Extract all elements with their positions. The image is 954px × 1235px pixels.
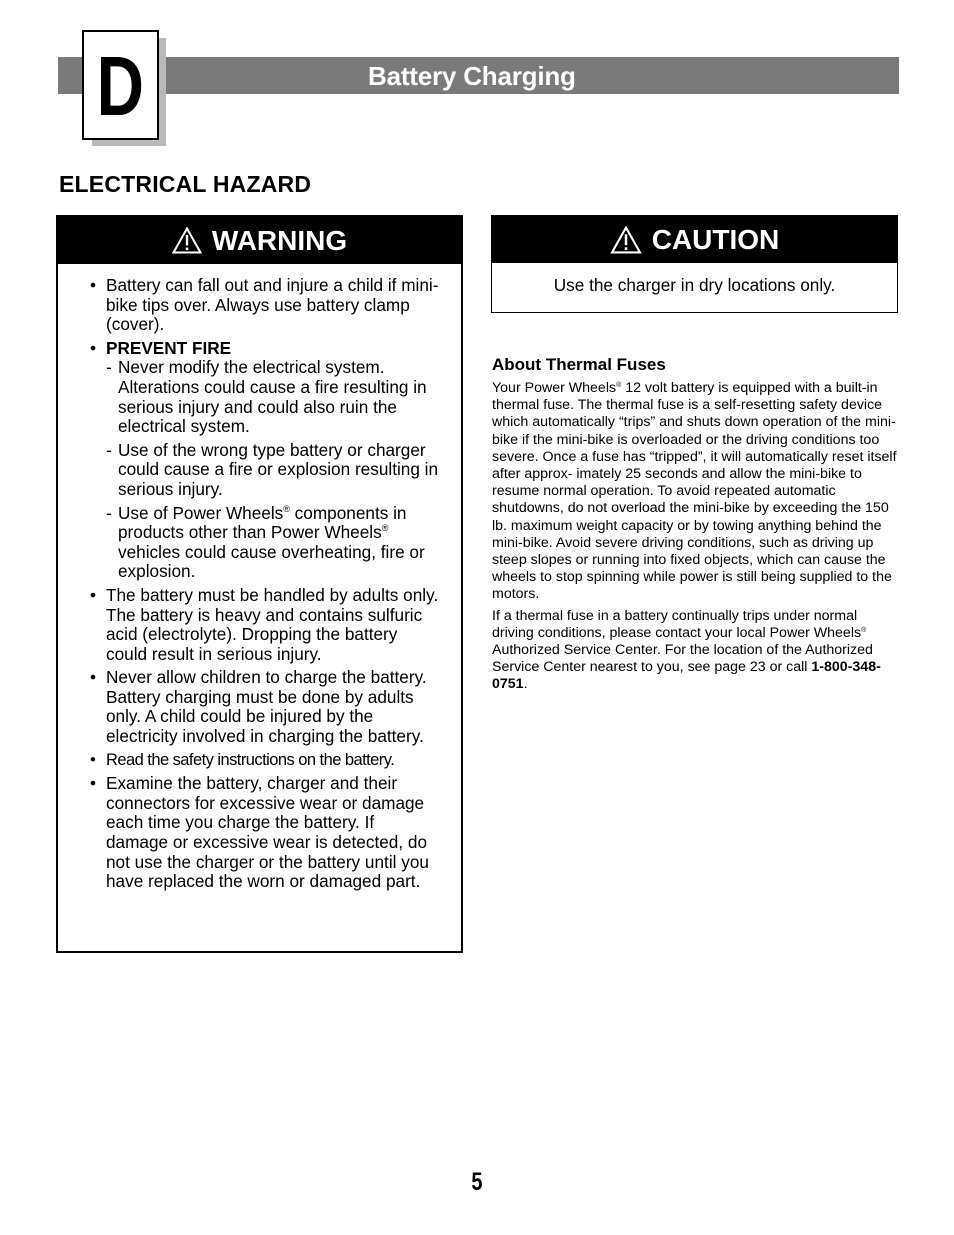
paragraph-text: . [523,676,528,693]
list-item: • Battery can fall out and injure a child if mini-bike tips over. Always use battery clamp (cover). [90,276,439,335]
list-item [90,339,439,582]
caution-header [492,216,897,263]
sub-list-item: - Never modify the electrical system. Alterations could cause a fire resulting in serious injury and could also ruin the electrical system. [106,358,439,436]
paragraph-text: Authorized Service Center. For the location of the Authorized Service Center nearest to you, see page 23 or call [492,642,873,676]
warning-triangle-icon [172,227,202,254]
phone-number: 1-800-348-0751 [492,659,881,693]
list-item: • The battery must be handled by adults only. The battery is heavy and contains sulfuric acid (electrolyte). Dropping the battery could result in serious injury. [90,586,439,664]
prevent-fire-label: PREVENT FIRE [106,337,232,358]
paragraph-text: Your Power Wheels [492,380,617,396]
warning-triangle-icon [610,226,642,254]
prevent-fire-list [106,358,439,582]
list-item: • Never allow children to charge the battery. Battery charging must be done by adults only. A child could be injured by the electricity involved in charging the battery. [90,668,439,746]
list-item: • Read the safety instructions on the battery. [90,751,439,771]
thermal-paragraph [492,380,902,604]
registered-mark: ® [861,626,867,634]
thermal-paragraph [492,608,902,694]
sub-item-text: Use of Power Wheels [118,502,284,523]
registered-mark: ® [381,523,389,534]
caution-title: CAUTION [651,223,780,255]
registered-mark: ® [283,503,290,514]
sub-item-text: components in products other than Power Wheels [118,502,407,543]
paragraph-text: If a thermal fuse in a battery continually trips under normal driving conditions, please contact your local Power Wheels [492,607,862,641]
registered-mark: ® [616,382,622,389]
paragraph-text: 12 volt battery is equipped with a built-in thermal fuse. The thermal fuse is a self-resetting safety device which automatically “trips” and shuts down operation of the mini-bike if the mini-bike is overloaded or the driving conditions too severe. Once a fuse has “tripped”, it will automatically reset itself after approx- imately 25 seconds and allow the mini-bike to resume normal operation. To avoid repeated automatic shutdowns, do not overload the mini-bike by exceeding the 150 lb. maximum weight capacity or by towing anything behind the mini-bike. Avoid severe driving conditions, such as driving up steep slopes or running into fixed objects, which can cause the wheels to stop spinning while power is still being supplied to the motors. [492,380,897,603]
warning-list [90,276,439,892]
sub-item-text: vehicles could cause overheating, fire or explosion. [118,541,425,582]
sub-list-item: - Use of the wrong type battery or charger could cause a fire or explosion resulting in serious injury. [106,441,439,500]
sub-list-item [106,504,439,582]
warning-header [58,217,461,264]
section-heading: ELECTRICAL HAZARD [59,171,312,197]
list-item: • Examine the battery, charger and their connectors for excessive wear or damage each time you charge the battery. If damage or excessive wear is detected, do not use the charger or the battery until you have replaced the worn or damaged part. [90,774,439,892]
section-letter: D [96,39,145,133]
warning-body [58,264,461,892]
caution-text: Use the charger in dry locations only. [553,275,836,295]
page-title: Battery Charging [368,61,576,91]
section-letter-box [82,30,159,140]
warning-title: WARNING [211,224,348,256]
caution-panel [491,215,898,313]
page-number: 5 [471,1168,483,1196]
warning-panel [56,215,463,953]
thermal-fuses-title: About Thermal Fuses [492,355,666,374]
thermal-fuses-body [492,380,902,698]
